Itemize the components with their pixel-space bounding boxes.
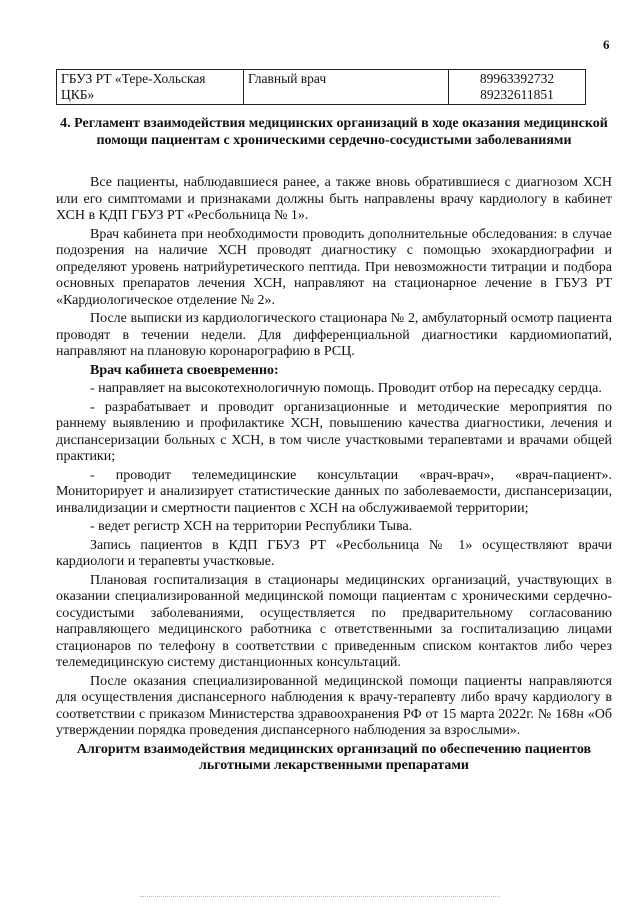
position-cell: Главный врач (244, 70, 449, 105)
phone-number: 89963392732 (479, 71, 555, 86)
table-row (57, 70, 586, 105)
paragraph: После выписки из кардиологического стационара № 2, амбулаторный осмотр пациента проводят в течении недели. Для дифференциальной диагностики кардиомиопатий, направляют на плановую коронарографию в РСЦ. (56, 311, 612, 359)
paragraph: После оказания специализированной медицинской помощи пациенты направляются для осуществления диспансерного наблюдения к врачу-терапевту либо врачу кардиологу в соответствии с приказом Министерства здравоохранения РФ от 15 марта 2022г. № 168н «Об утверждении порядка проведения диспансерного наблюдения за взрослыми». (56, 673, 612, 738)
list-item: - ведет регистр ХСН на территории Республики Тыва. (90, 519, 413, 534)
paragraph: Врач кабинета при необходимости проводить дополнительные обследования: в случае подозрения на наличие ХСН проводят диагностику с помощью эхокардиографии и определяют уровень натрийуретического пептида. При невозможности титрации и подбора основных препаратов лечения ХСН, направляют на стационарное лечение в ГБУЗ РТ «Кардиологическое отделение № 2». (56, 226, 612, 308)
section-body (56, 116, 612, 775)
page-number: 6 (603, 37, 610, 52)
paragraph: Плановая госпитализация в стационары медицинских организаций, участвующих в оказании специализированной медицинской помощи пациентам с хроническими сердечно-сосудистыми заболеваниями, осуществляется по предварительному согласованию направляющего медицинского работника с ответственными за госпитализацию лицами стационаров по телефону в соответствии с приведенным списком контактов либо через телемедицинскую систему дистанционных консультаций. (56, 572, 612, 670)
contacts-table (56, 69, 586, 105)
section-heading: 4. Регламент взаимодействия медицинских организаций в ходе оказания медицинской помощи пациентам с хроническими сердечно-сосудистыми заболеваниями (60, 116, 608, 148)
list-item: - проводит телемедицинские консультации «врач-врач», «врач-пациент». Мониторирует и анализирует статистические данных по заболеваемости, диспансеризации, инвалидизации и смертности пациентов с ХСН на обслуживаемой территории; (56, 467, 612, 516)
org-cell: ГБУЗ РТ «Тере-Хольская ЦКБ» (57, 70, 244, 105)
subsection-heading: Алгоритм взаимодействия медицинских организаций по обеспечению пациентов льготными лекарственными препаратами (76, 741, 592, 773)
phone-number: 89232611851 (480, 87, 554, 102)
list-item: - направляет на высокотехнологичную помощь. Проводит отбор на пересадку сердца. (90, 381, 602, 396)
paragraph: Все пациенты, наблюдавшиеся ранее, а также вновь обратившиеся с диагнозом ХСН или его симптомами и признаками должны быть направлены врачу кардиологу в кабинет ХСН в КДП ГБУЗ РТ «Ресбольница № 1». (56, 175, 612, 223)
phone-cell (449, 70, 586, 105)
list-item: - разрабатывает и проводит организационные и методические мероприятия по раннему выявлению и профилактике ХСН, повышению качества диагностики, лечения и диспансеризации больных с ХСН, в том числе участковыми терапевтами и врачами общей практики; (56, 399, 612, 464)
paragraph: Запись пациентов в КДП ГБУЗ РТ «Ресбольница № 1» осуществляют врачи кардиологи и терапевты участковые. (56, 537, 612, 569)
bold-paragraph: Врач кабинета своевременно: (90, 362, 279, 378)
page-edge-divider (140, 896, 500, 897)
